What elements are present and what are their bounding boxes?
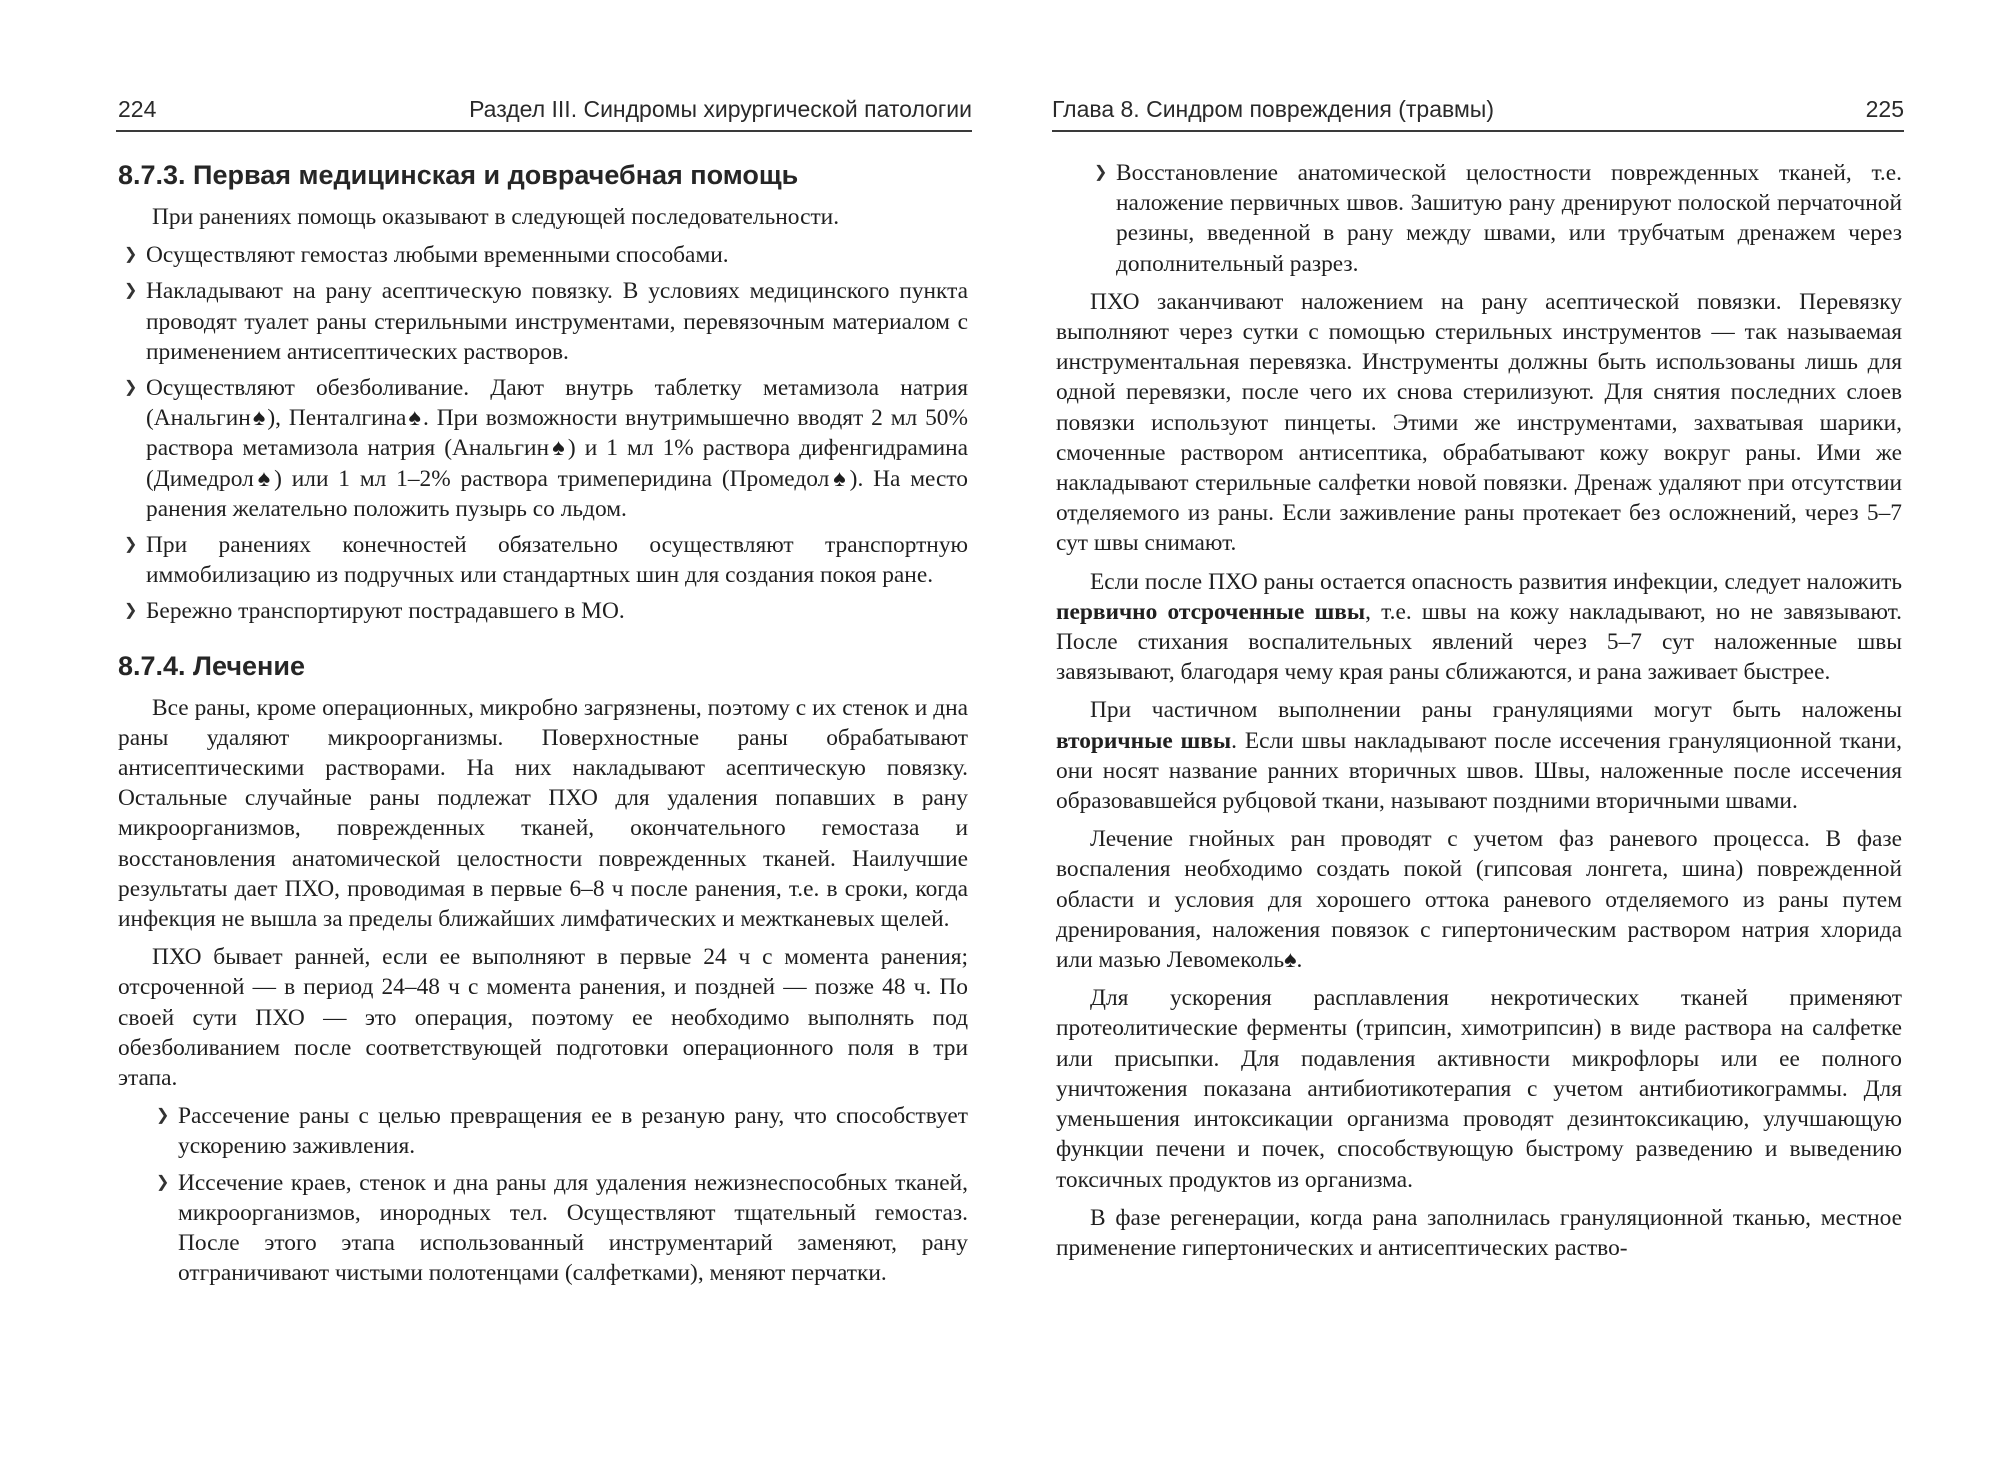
secondary-sutures-paragraph	[1056, 695, 1902, 816]
section-heading-treatment: 8.7.4. Лечение	[118, 650, 305, 681]
bullet-arrow-icon: ❯	[156, 1173, 170, 1191]
bullet-arrow-icon: ❯	[156, 1107, 170, 1125]
right-body	[1056, 158, 1902, 1271]
right-page	[1000, 0, 2000, 1476]
pxo-stages	[118, 1101, 968, 1288]
left-running-title: Раздел III. Синдромы хирургической патологии	[469, 96, 972, 122]
right-page-number: 225	[1865, 96, 1904, 122]
list-item	[118, 240, 968, 270]
enzymes-paragraph: Для ускорения расплавления некротических тканей применяют протеолитические ферменты (трипсин, химотрипсин) в виде раствора на салфетке или присыпки. Для подавления активности микрофлоры или ее полного уничтожения показана антибиотикотерапия с учетом антибиотикограммы. Для уменьшения интоксикации организма проводят дезинтоксикацию, улучшающую функции печени и почек, способствующую быстрому разведению и выведению токсичных продуктов из организма.	[1056, 985, 1902, 1193]
paragraph-text: , т.е. швы на кожу накладывают, но не завязывают. После стихания воспалительных явлений через 5–7 сут наложенные швы завязывают, благодаря чему края раны сближаются, и рана заживает быстрее.	[1056, 598, 1902, 686]
first-aid-steps	[118, 240, 968, 626]
right-running-title: Глава 8. Синдром повреждения (травмы)	[1052, 96, 1494, 122]
purulent-wounds-paragraph: Лечение гнойных ран проводят с учетом фаз раневого процесса. В фазе воспаления необходимо создать покой (гипсовая лонгета, шина) поврежденной области и условия для хорошего оттока раневого отделяемого из раны путем дренирования, наложения повязок с гипертоническим раствором натрия хлорида или мазью Левомеколь♠.	[1056, 826, 1902, 974]
list-item-text: Иссечение краев, стенок и дна раны для удаления нежизнеспособных тканей, микроорганизмов, инородных тел. Осуществляют тщательный гемостаз. После этого этапа использованный инструментарий заменяют, рану отграничивают чистыми полотенцами (салфетками), меняют перчатки.	[178, 1169, 968, 1287]
list-item-text: Рассечение раны с целью превращения ее в резаную рану, что способствует ускорению заживления.	[178, 1103, 968, 1160]
list-item-text: Бережно транспортируют пострадавшего в МО.	[146, 598, 625, 625]
bullet-arrow-icon: ❯	[124, 602, 138, 620]
list-item-text: Восстановление анатомической целостности поврежденных тканей, т.е. наложение первичных швов. Зашитую рану дренируют полоской перчаточной резины, введенной в рану между швами, или трубчатым дренажем через дополнительный разрез.	[1116, 160, 1902, 277]
bullet-arrow-icon: ❯	[124, 282, 138, 300]
list-item	[118, 1168, 968, 1289]
paragraph-text: . Если швы накладывают после иссечения грануляционной ткани, они носят название ранних вторичных швов. Швы, наложенные после иссечения образовавшейся рубцовой ткани, называют поздними вторичными швами.	[1056, 727, 1902, 815]
bullet-arrow-icon: ❯	[124, 536, 138, 554]
left-body	[118, 158, 968, 1297]
right-header-rule	[1052, 130, 1904, 132]
paragraph-text: Если после ПХО раны остается опасность развития инфекции, следует наложить	[1090, 568, 1902, 595]
treatment-paragraph-1: Все раны, кроме операционных, микробно загрязнены, поэтому с их стенок и дна раны удаляют микроорганизмы. Поверхностные раны обрабатывают антисептическими растворами. На них накладывают асептическую повязку. Остальные случайные раны подлежат ПХО для удаления попавших в рану микроорганизмов, поврежденных тканей, окончательного гемостаза и восстановления анатомической целостности поврежденных тканей. Наилучшие результаты дает ПХО, проводимая в первые 6–8 ч после ранения, т.е. в сроки, когда инфекция не вышла за пределы ближайших лимфатических и межтканевых щелей.	[118, 694, 968, 933]
list-item-text: При ранениях конечностей обязательно осуществляют транспортную иммобилизацию из подручных или стандартных шин для создания покоя ране.	[146, 532, 968, 589]
bullet-arrow-icon: ❯	[124, 379, 138, 397]
list-item-text: Накладывают на рану асептическую повязку. В условиях медицинского пункта проводят туалет раны стерильными инструментами, перевязочным материалом с применением антисептических растворов.	[146, 278, 968, 365]
first-aid-intro: При ранениях помощь оказывают в следующей последовательности.	[152, 204, 840, 230]
regeneration-paragraph: В фазе регенерации, когда рана заполнилась грануляционной тканью, местное применение гипертонических и антисептических раство-	[1056, 1204, 1902, 1261]
treatment-paragraph-2: ПХО бывает ранней, если ее выполняют в первые 24 ч с момента ранения; отсроченной — в период 24–48 ч с момента ранения, и поздней — позже 48 ч. По своей сути ПХО — это операция, поэтому ее необходимо выполнять под обезболиванием после соответствующей подготовки операционного поля в три этапа.	[118, 944, 968, 1092]
delayed-sutures-paragraph	[1056, 567, 1902, 688]
list-item	[118, 276, 968, 367]
left-header-rule	[116, 130, 972, 132]
paragraph-text: При частичном выполнении раны грануляциями могут быть наложены	[1090, 697, 1902, 724]
pxo-stages-continued	[1056, 158, 1902, 279]
list-item-text: Осуществляют гемостаз любыми временными способами.	[146, 242, 729, 269]
dressing-paragraph: ПХО заканчивают наложением на рану асептической повязки. Перевязку выполняют через сутки с помощью стерильных инструментов — так называемая инструментальная перевязка. Инструменты должны быть использованы лишь для одной перевязки, после чего их снова стерилизуют. Для снятия последних слоев повязки используют пинцеты. Этими же инструментами, захватывая шарики, смоченные раствором антисептика, обрабатывают кожу вокруг раны. Ими же накладывают стерильные салфетки новой повязки. Дренаж удаляют при отсутствии отделяемого из раны. Если заживление раны протекает без осложнений, через 5–7 сут швы снимают.	[1056, 288, 1902, 557]
list-item	[118, 530, 968, 590]
section-heading-first-aid: 8.7.3. Первая медицинская и доврачебная помощь	[118, 160, 799, 190]
list-item	[118, 373, 968, 524]
left-page-number: 224	[118, 96, 157, 122]
list-item-text: Осуществляют обезболивание. Дают внутрь таблетку метамизола натрия (Анальгин♠), Пенталгина♠. При возможности внутримышечно вводят 2 мл 50% раствора метамизола натрия (Анальгин♠) и 1 мл 1% раствора дифенгидрамина (Димедрол♠) или 1 мл 1–2% раствора тримеперидина (Промедол♠). На место ранения желательно положить пузырь со льдом.	[146, 375, 968, 522]
list-item	[118, 596, 968, 626]
list-item	[1056, 158, 1902, 279]
term-secondary-sutures: вторичные швы	[1056, 727, 1232, 754]
bullet-arrow-icon: ❯	[124, 246, 138, 264]
list-item	[118, 1101, 968, 1161]
term-primary-delayed-sutures: первично отсроченные швы	[1056, 598, 1366, 625]
bullet-arrow-icon: ❯	[1094, 164, 1108, 181]
